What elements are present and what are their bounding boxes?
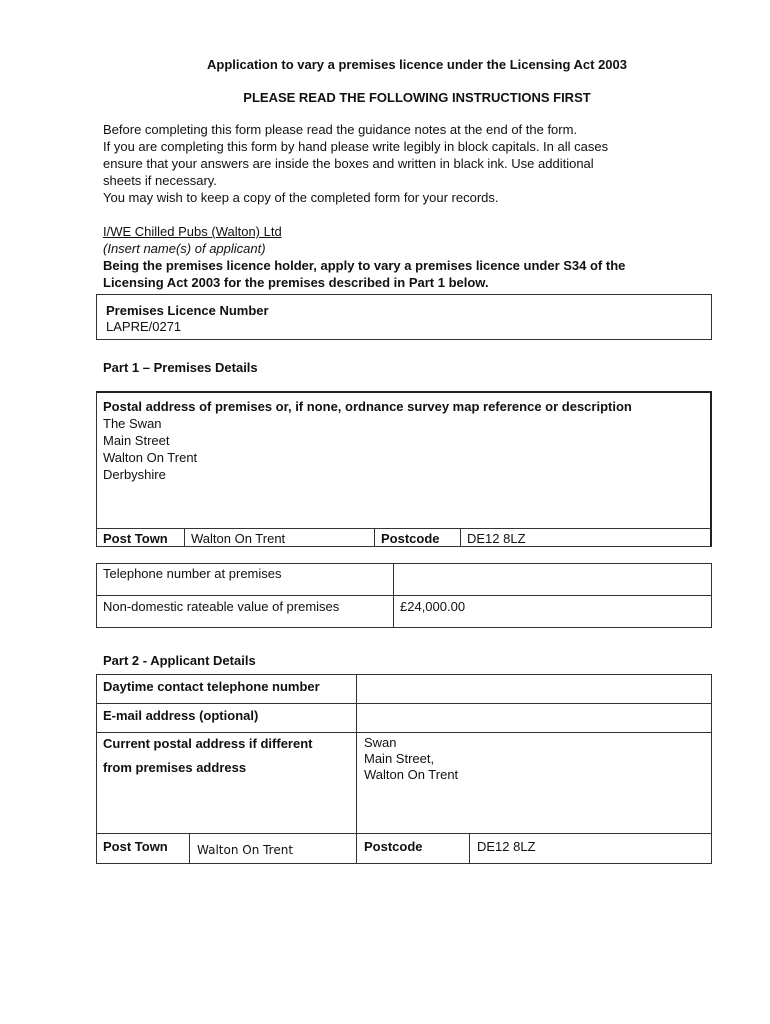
- address-line: Swan: [364, 735, 397, 750]
- part1-heading: Part 1 – Premises Details: [103, 360, 258, 375]
- applicant-post-town-field[interactable]: Walton On Trent: [197, 843, 294, 857]
- applicant-name[interactable]: I/WE Chilled Pubs (Walton) Ltd: [103, 224, 282, 239]
- telephone-label: Telephone number at premises: [103, 566, 282, 581]
- daytime-phone-label: Daytime contact telephone number: [103, 679, 320, 694]
- address-line: Main Street,: [364, 751, 435, 766]
- divider: [393, 563, 394, 628]
- current-address-field[interactable]: [364, 735, 458, 783]
- part2-heading: Part 2 - Applicant Details: [103, 653, 256, 668]
- current-address-label: from premises address: [103, 760, 247, 775]
- divider: [460, 528, 461, 546]
- address-line: Walton On Trent: [364, 767, 459, 782]
- email-label: E-mail address (optional): [103, 708, 259, 723]
- divider: [189, 833, 190, 864]
- address-line: Derbyshire: [103, 467, 166, 482]
- address-line: Walton On Trent: [103, 450, 198, 465]
- postcode-label: Postcode: [381, 531, 440, 546]
- declaration-line: Licensing Act 2003 for the premises described in Part 1 below.: [103, 275, 489, 290]
- licence-number-field[interactable]: LAPRE/0271: [106, 319, 182, 334]
- address-line: The Swan: [103, 416, 162, 431]
- premises-address-label: Postal address of premises or, if none, ordnance survey map reference or description: [103, 399, 632, 414]
- instruction-line: If you are completing this form by hand please write legibly in block capitals. In all cases: [103, 139, 609, 154]
- divider: [356, 674, 357, 864]
- telephone-field[interactable]: [400, 565, 700, 582]
- address-line: Main Street: [103, 433, 170, 448]
- postcode-field[interactable]: DE12 8LZ: [467, 531, 526, 546]
- form-title: Application to vary a premises licence under the Licensing Act 2003: [207, 57, 627, 72]
- declaration-line: Being the premises licence holder, apply to vary a premises licence under S34 of the: [103, 258, 626, 273]
- divider: [96, 703, 712, 704]
- instructions-paragraph: [103, 121, 703, 206]
- email-field[interactable]: [364, 707, 704, 724]
- applicant-post-town-label: Post Town: [103, 839, 168, 854]
- rateable-value-label: Non-domestic rateable value of premises: [103, 599, 340, 614]
- current-address-label: Current postal address if different: [103, 736, 313, 751]
- instruction-line: sheets if necessary.: [103, 173, 217, 188]
- daytime-phone-field[interactable]: [364, 678, 704, 695]
- divider: [469, 833, 470, 864]
- applicant-postcode-field[interactable]: DE12 8LZ: [477, 839, 536, 854]
- post-town-label: Post Town: [103, 531, 168, 546]
- post-town-field[interactable]: Walton On Trent: [191, 531, 286, 546]
- instruction-line: You may wish to keep a copy of the completed form for your records.: [103, 190, 499, 205]
- applicant-postcode-label: Postcode: [364, 839, 423, 854]
- applicant-name-hint: (Insert name(s) of applicant): [103, 241, 266, 256]
- instructions-heading: PLEASE READ THE FOLLOWING INSTRUCTIONS FIRST: [243, 90, 591, 105]
- rateable-value-field[interactable]: £24,000.00: [400, 599, 466, 614]
- divider: [96, 528, 712, 529]
- instruction-line: ensure that your answers are inside the boxes and written in black ink. Use additional: [103, 156, 594, 171]
- divider: [96, 595, 712, 596]
- instruction-line: Before completing this form please read the guidance notes at the end of the form.: [103, 122, 578, 137]
- divider: [374, 528, 375, 546]
- divider: [184, 528, 185, 546]
- divider: [96, 732, 712, 733]
- premises-address-field[interactable]: [103, 415, 197, 483]
- licence-number-label: Premises Licence Number: [106, 303, 269, 318]
